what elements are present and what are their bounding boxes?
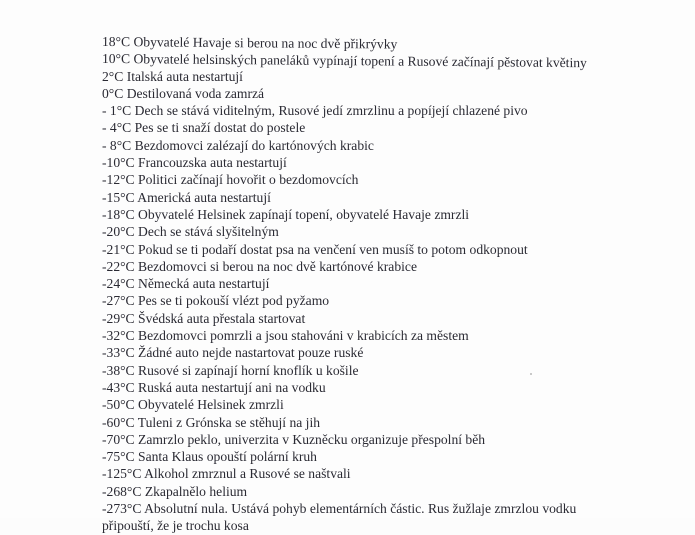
list-line: -33°C Žádné auto nejde nastartovat pouze ruské: [102, 345, 364, 361]
list-line: -18°C Obyvatelé Helsinek zapínají topení, obyvatelé Havaje zmrzli: [102, 206, 470, 222]
list-line: -10°C Francouzska auta nestartují: [102, 155, 287, 171]
list-line: -125°C Alkohol zmrznul a Rusové se naštvali: [102, 466, 351, 482]
list-line: -50°C Obyvatelé Helsinek zmrzli: [102, 397, 284, 413]
list-line: -273°C Absolutní nula. Ustává pohyb elementárních částic. Rus žužlaje zmrzlou vodku: [102, 501, 577, 517]
list-line: -15°C Americká auta nestartují: [102, 189, 271, 205]
list-line: -43°C Ruská auta nestartují ani na vodku: [102, 379, 326, 395]
list-line: - 4°C Pes se ti snaží dostat do postele: [102, 120, 306, 136]
list-line: -12°C Politici začínají hovořit o bezdomovcích: [102, 172, 359, 188]
list-line: - 8°C Bezdomovci zalézají do kartónových krabic: [102, 137, 374, 153]
list-line: -22°C Bezdomovci si berou na noc dvě kartónové krabice: [102, 258, 417, 274]
list-line: -32°C Bezdomovci pomrzli a jsou stahováni v krabicích za městem: [102, 328, 469, 344]
temperature-joke-list: [102, 33, 687, 535]
list-line: -20°C Dech se stává slyšitelným: [102, 224, 279, 240]
list-line: -21°C Pokud se ti podaří dostat psa na venčení ven musíš to potom odkopnout: [102, 241, 528, 257]
list-line: 2°C Italská auta nestartují: [102, 68, 243, 84]
list-line: -268°C Zkapalnělo helium: [102, 483, 248, 499]
list-line: - 1°C Dech se stává viditelným, Rusové jedí zmrzlinu a popíjejí chlazené pivo: [102, 103, 528, 119]
list-line: 0°C Destilovaná voda zamrzá: [102, 85, 265, 101]
list-line: -29°C Švédská auta přestala startovat: [102, 310, 306, 326]
list-line: -70°C Zamrzlo peklo, univerzita v Kuzněcku organizuje přespolní běh: [102, 431, 486, 447]
list-line: 10°C Obyvatelé helsinských paneláků vypínají topení a Rusové začínají pěstovat květiny: [101, 51, 587, 71]
list-line: -60°C Tuleni z Grónska se stěhují na jih: [102, 414, 321, 430]
list-line: -24°C Německá auta nestartují: [102, 276, 270, 292]
list-line: 18°C Obyvatelé Havaje si berou na noc dvě přikrývky: [101, 34, 398, 52]
scan-speck: [530, 373, 532, 375]
list-line: -75°C Santa Klaus opouští polární kruh: [102, 449, 317, 465]
list-line: -38°C Rusové si zapínají horní knoflík u košile: [102, 362, 359, 378]
list-line: -27°C Pes se ti pokouší vlézt pod pyžamo: [102, 293, 330, 309]
list-line: připouští, že je trochu kosa: [102, 518, 249, 534]
